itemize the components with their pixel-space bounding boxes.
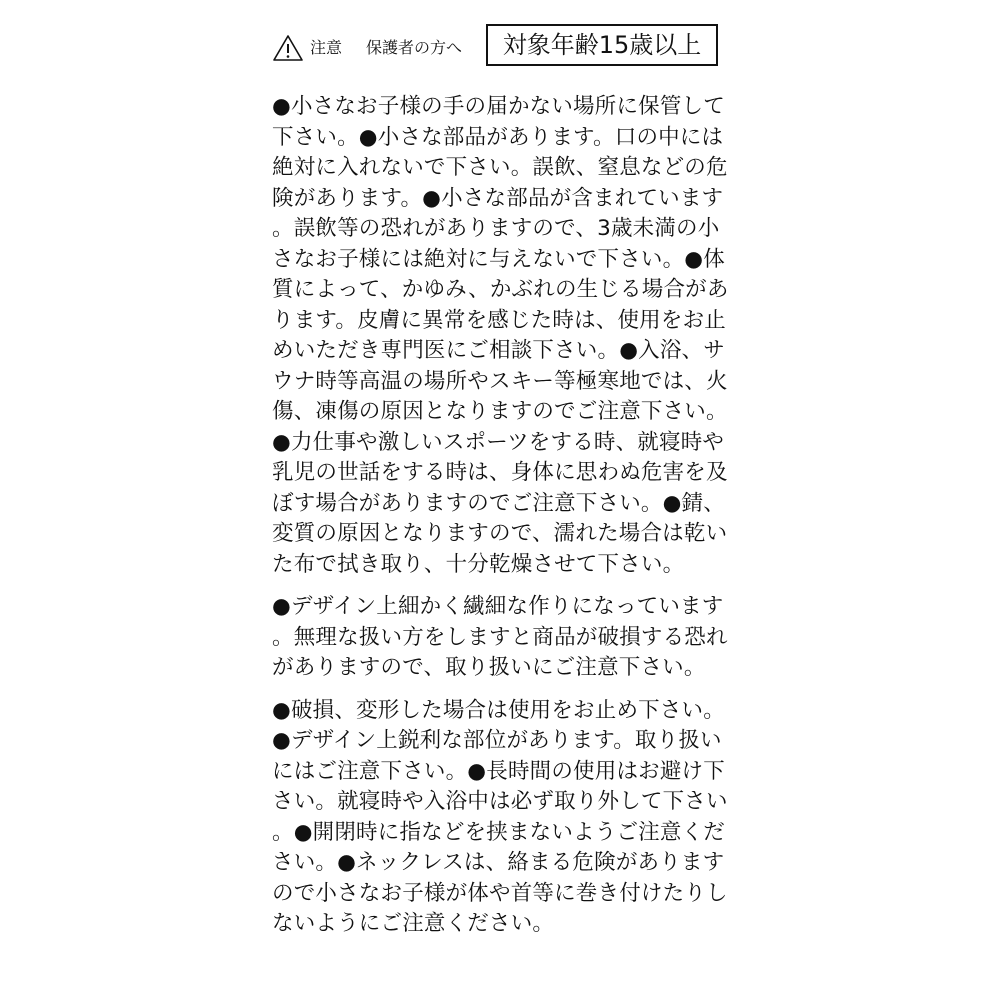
warning-paragraph-damage: ●破損、変形した場合は使用をお止め下さい。●デザイン上鋭利な部位があります。取り扱いにはご注意下さい。●長時間の使用はお避け下さい。就寝時や入浴中は必ず取り外して下さい。●開閉時に指などを挟まないようご注意ください。●ネックレスは、絡まる危険がありますので小さなお子様が体や首等に巻き付けたりしないようにご注意ください。 [272, 697, 728, 936]
warning-paragraph-safety: ●小さなお子様の手の届かない場所に保管して下さい。●小さな部品があります。口の中には絶対に入れないで下さい。誤飲、窒息などの危険があります。●小さな部品が含まれています。誤飲等の恐れがありますので、3歳未満の小さなお子様には絶対に与えないで下さい。●体質によって、かゆみ、かぶれの生じる場合があります。皮膚に異常を感じた時は、使用をお止めいただき専門医にご相談下さい。●入浴、サウナ時等高温の場所やスキー等極寒地では、火傷、凍傷の原因となりますのでご注意下さい。●力仕事や激しいスポーツをする時、就寝時や乳児の世話をする時は、身体に思わぬ危害を及ぼす場合がありますのでご注意下さい。●錆、変質の原因となりますので、濡れた場合は乾いた布で拭き取り、十分乾燥させて下さい。 [272, 94, 729, 577]
notice-header [272, 24, 732, 68]
age-rating-badge: 対象年齢15歳以上 [486, 24, 718, 66]
notice-label: 注意 [310, 38, 343, 57]
guardian-label: 保護者の方へ [366, 38, 463, 57]
warning-body [272, 92, 734, 952]
warning-triangle-icon [272, 34, 304, 62]
warning-paragraph-delicate: ●デザイン上細かく繊細な作りになっています。無理な扱い方をしますと商品が破損する恐れがありますので、取り扱いにご注意下さい。 [272, 594, 728, 680]
